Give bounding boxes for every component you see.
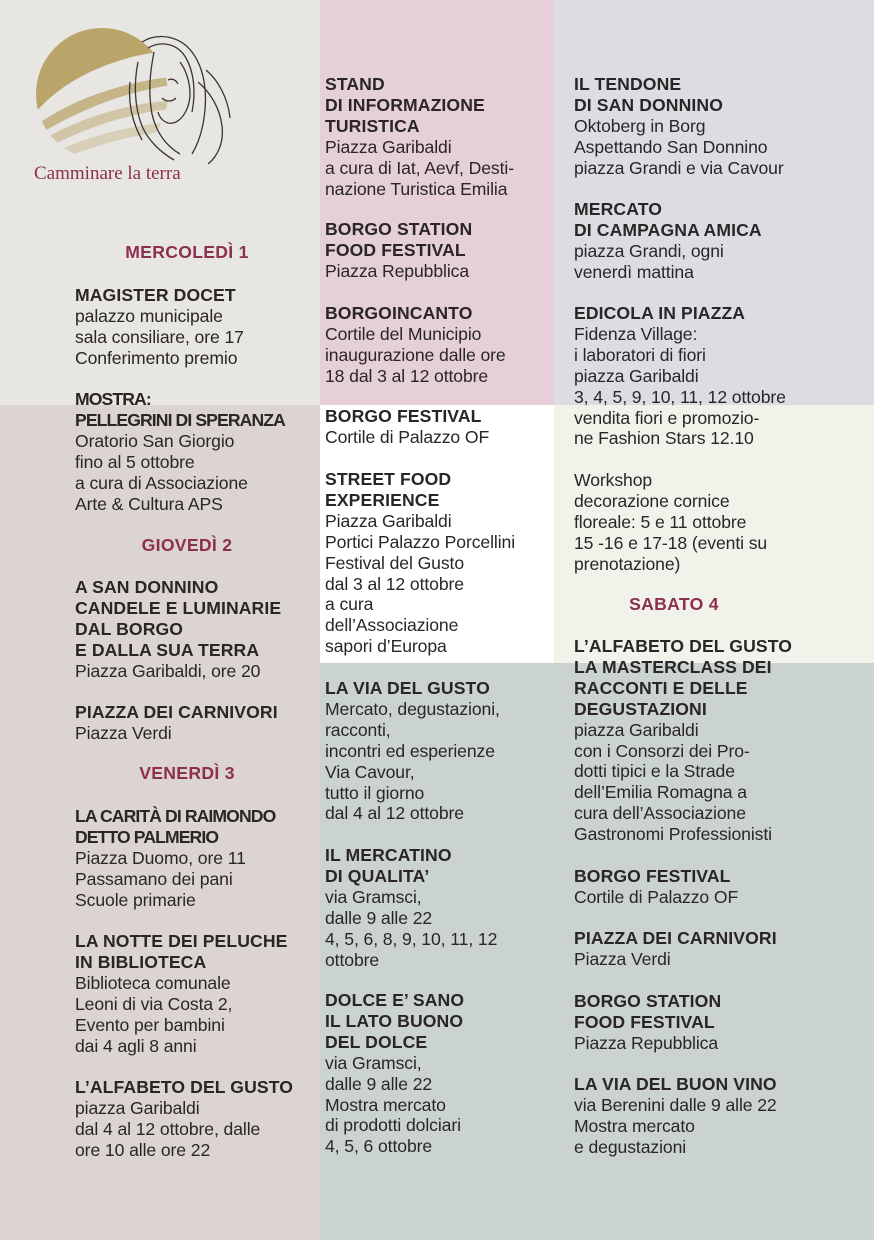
col1-event <box>75 389 285 514</box>
event-detail: Piazza Duomo, ore 11 <box>75 847 246 868</box>
event-detail: vendita fiori e promozio- <box>574 407 760 428</box>
event-title: DI SAN DONNINO <box>574 94 723 115</box>
event-title: STREET FOOD <box>325 469 452 489</box>
event-detail: Via Cavour, <box>325 761 415 782</box>
event-detail: ore 10 alle ore 22 <box>75 1139 211 1160</box>
event-detail: a cura di Associazione <box>75 472 248 493</box>
event-detail: Piazza Verdi <box>574 948 671 969</box>
event-title: DI INFORMAZIONE <box>325 94 485 115</box>
event-detail: Gastronomi Professionisti <box>574 824 772 845</box>
col2-event <box>325 406 489 448</box>
event-detail: dal 3 al 12 ottobre <box>325 573 464 594</box>
event-detail: dai 4 agli 8 anni <box>75 1035 197 1056</box>
event-title: L’ALFABETO DEL GUSTO <box>574 636 793 656</box>
event-detail: di prodotti dolciari <box>325 1115 461 1136</box>
event-detail: Piazza Repubblica <box>325 260 470 281</box>
event-detail: Fidenza Village: <box>574 323 698 344</box>
event-title: CANDELE E LUMINARIE <box>75 597 282 618</box>
event-title: RACCONTI E DELLE <box>574 677 748 698</box>
col1-event <box>75 931 287 1056</box>
event-detail: e degustazioni <box>574 1136 687 1157</box>
col2-event <box>325 219 472 282</box>
event-detail: 4, 5, 6 ottobre <box>325 1136 433 1157</box>
event-title: TURISTICA <box>325 115 420 136</box>
event-title: EDICOLA IN PIAZZA <box>574 303 746 323</box>
col2-event <box>325 678 500 824</box>
event-title: BORGO FESTIVAL <box>325 406 482 426</box>
event-detail: dalle 9 alle 22 <box>325 907 433 928</box>
event-title: LA NOTTE DEI PELUCHE <box>75 931 288 951</box>
event-detail: piazza Garibaldi <box>574 365 699 386</box>
col3-event <box>574 199 762 283</box>
col3-event <box>574 74 784 179</box>
event-detail: Cortile del Municipio <box>325 323 482 344</box>
event-title: LA CARITÀ DI RAIMONDO <box>75 806 276 826</box>
event-detail: nazione Turistica Emilia <box>325 178 508 199</box>
event-title: BORGO FESTIVAL <box>574 866 731 886</box>
col1-event <box>75 702 278 744</box>
event-title: EXPERIENCE <box>325 489 440 510</box>
event-detail: via Gramsci, <box>325 1052 422 1073</box>
event-detail: ottobre <box>325 949 380 970</box>
event-detail: dal 4 al 12 ottobre, dalle <box>75 1118 261 1139</box>
event-detail: Oktoberg in Borg <box>574 115 706 136</box>
event-detail: piazza Grandi, ogni <box>574 240 724 261</box>
day-heading-venerdi: VENERDÌ 3 <box>139 763 235 783</box>
event-detail: 15 -16 e 17-18 (eventi su <box>574 532 768 553</box>
event-title: IL TENDONE <box>574 74 682 94</box>
event-title: PELLEGRINI DI SPERANZA <box>75 409 285 430</box>
event-detail: Mostra mercato <box>325 1094 446 1115</box>
event-detail: Biblioteca comunale <box>75 972 231 993</box>
event-detail: piazza Grandi e via Cavour <box>574 157 784 178</box>
event-detail: Evento per bambini <box>75 1014 225 1035</box>
event-title: DI CAMPAGNA AMICA <box>574 219 762 240</box>
event-title: DEL DOLCE <box>325 1031 428 1052</box>
event-title: E DALLA SUA TERRA <box>75 639 260 660</box>
event-title: STAND <box>325 74 385 94</box>
event-detail: dal 4 al 12 ottobre <box>325 803 464 824</box>
event-detail: Piazza Verdi <box>75 722 172 743</box>
event-title: MOSTRA: <box>75 389 151 409</box>
event-detail: ne Fashion Stars 12.10 <box>574 428 754 449</box>
col1-event <box>75 285 244 369</box>
event-detail: racconti, <box>325 719 391 740</box>
event-detail: Festival del Gusto <box>325 552 465 573</box>
event-title: DOLCE E’ SANO <box>325 990 465 1010</box>
event-detail: piazza Garibaldi <box>75 1097 200 1118</box>
event-title: L’ALFABETO DEL GUSTO <box>75 1077 294 1097</box>
event-detail: sapori d’Europa <box>325 636 447 657</box>
event-title: DEGUSTAZIONI <box>574 698 707 719</box>
event-title: MERCATO <box>574 199 663 219</box>
event-title: IL LATO BUONO <box>325 1010 464 1031</box>
event-detail: 18 dal 3 al 12 ottobre <box>325 365 489 386</box>
event-title: DAL BORGO <box>75 618 184 639</box>
col2-event <box>325 990 464 1157</box>
event-detail: a cura di Iat, Aevf, Desti- <box>325 157 514 178</box>
event-detail: Cortile di Palazzo OF <box>574 886 739 907</box>
event-detail: Oratorio San Giorgio <box>75 430 235 451</box>
event-title: IL MERCATINO <box>325 845 452 865</box>
col1-event <box>75 577 281 682</box>
event-title: LA MASTERCLASS DEI <box>574 656 772 677</box>
event-detail: Mostra mercato <box>574 1115 695 1136</box>
event-detail: Arte & Cultura APS <box>75 493 223 514</box>
col1-event <box>75 806 275 911</box>
event-detail: incontri ed esperienze <box>325 740 495 761</box>
event-detail: decorazione cornice <box>574 490 730 511</box>
col3-event <box>574 636 792 845</box>
event-detail: fino al 5 ottobre <box>75 451 195 472</box>
day-heading-sabato: SABATO 4 <box>629 594 719 614</box>
event-detail: prenotazione) <box>574 553 681 574</box>
event-title: IN BIBLIOTECA <box>75 951 207 972</box>
event-detail: floreale: 5 e 11 ottobre <box>574 511 747 532</box>
event-title: MAGISTER DOCET <box>75 285 236 305</box>
col1-event <box>75 1077 293 1161</box>
event-title: DETTO PALMERIO <box>75 826 219 847</box>
event-title: LA VIA DEL GUSTO <box>325 678 490 698</box>
event-detail: via Berenini dalle 9 alle 22 <box>574 1094 777 1115</box>
col2-event <box>325 469 515 657</box>
event-detail: palazzo municipale <box>75 305 223 326</box>
event-detail: dell’Associazione <box>325 615 459 636</box>
event-detail: piazza Garibaldi <box>574 719 699 740</box>
event-detail: sala consiliare, ore 17 <box>75 326 244 347</box>
event-detail: a cura <box>325 594 374 615</box>
event-title: FOOD FESTIVAL <box>325 239 466 260</box>
col3-event <box>574 866 738 908</box>
col3-event <box>574 303 786 449</box>
event-title: FOOD FESTIVAL <box>574 1011 715 1032</box>
event-detail: venerdì mattina <box>574 261 694 282</box>
col2-event <box>325 845 497 970</box>
col2-event <box>325 74 514 199</box>
event-detail: Piazza Garibaldi <box>325 510 452 531</box>
logo-text: Camminare la terra <box>34 163 181 184</box>
event-detail: cura dell’Associazione <box>574 803 746 824</box>
day-heading-giovedi: GIOVEDÌ 2 <box>141 535 233 555</box>
event-detail: con i Consorzi dei Pro- <box>574 740 750 761</box>
event-detail: Piazza Garibaldi <box>325 136 452 157</box>
event-detail: dalle 9 alle 22 <box>325 1073 433 1094</box>
event-title: PIAZZA DEI CARNIVORI <box>574 928 777 948</box>
event-detail: Portici Palazzo Porcellini <box>325 531 516 552</box>
event-detail: dell’Emilia Romagna a <box>574 782 747 803</box>
event-detail: Scuole primarie <box>75 889 196 910</box>
event-detail: Cortile di Palazzo OF <box>325 426 490 447</box>
event-detail: via Gramsci, <box>325 886 422 907</box>
event-detail: 3, 4, 5, 9, 10, 11, 12 ottobre <box>574 386 786 407</box>
event-detail: 4, 5, 6, 8, 9, 10, 11, 12 <box>325 928 498 949</box>
event-detail: Piazza Garibaldi, ore 20 <box>75 660 261 681</box>
day-heading-mercoledi: MERCOLEDÌ 1 <box>125 242 249 262</box>
event-detail: Piazza Repubblica <box>574 1032 719 1053</box>
event-title: LA VIA DEL BUON VINO <box>574 1074 777 1094</box>
event-title: A SAN DONNINO <box>75 577 219 597</box>
event-title: PIAZZA DEI CARNIVORI <box>75 702 278 722</box>
col2-event <box>325 303 506 387</box>
col3-event <box>574 1074 777 1158</box>
event-title: DI QUALITA’ <box>325 865 430 886</box>
event-detail: Conferimento premio <box>75 347 238 368</box>
event-detail: Workshop <box>574 470 653 490</box>
event-title: BORGO STATION <box>325 219 473 239</box>
event-detail: dotti tipici e la Strade <box>574 761 735 782</box>
event-title: BORGO STATION <box>574 991 722 1011</box>
col3-event <box>574 928 777 970</box>
col3-event <box>574 470 767 575</box>
col3-event <box>574 991 721 1054</box>
event-detail: Aspettando San Donnino <box>574 136 768 157</box>
event-detail: Passamano dei pani <box>75 868 233 889</box>
event-detail: Mercato, degustazioni, <box>325 698 500 719</box>
event-detail: tutto il giorno <box>325 782 425 803</box>
event-detail: inaugurazione dalle ore <box>325 344 506 365</box>
event-detail: i laboratori di fiori <box>574 344 706 365</box>
event-detail: Leoni di via Costa 2, <box>75 993 233 1014</box>
event-title: BORGOINCANTO <box>325 303 473 323</box>
